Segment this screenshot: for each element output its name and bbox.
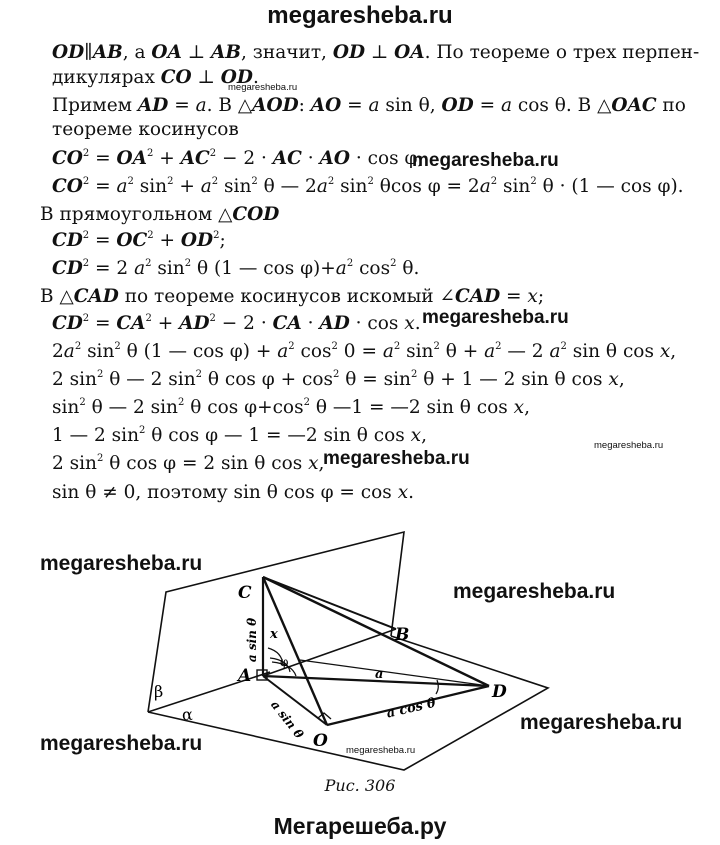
- text-line-13: 2 $\sin^2 \theta$ — 2 $\sin^2 \theta$ $\cos \varphi + \cos^2 \theta = \sin^2 \theta + 1$ — 2 sin θ cos x,: [52, 369, 625, 390]
- text-line-16: 2 $\sin^2 \theta$ cos φ = 2 sin θ cos x,: [52, 453, 325, 474]
- label-ao-length: a sin θ: [268, 697, 307, 742]
- label-alpha: α: [182, 705, 193, 724]
- text-line-17: sin θ ≠ 0, поэтому sin θ cos φ = cos x.: [52, 482, 415, 503]
- text-line-11: $CD^2 = CA^2 + AD^2 - 2$ · CA · AD · cos x.: [52, 313, 421, 334]
- text-line-9: $CD^2 = 2$ $a^2$ $\sin^2 \theta$ (1 — $\cos \varphi)+a^2$ $\cos^2 \theta$.: [52, 258, 420, 279]
- label-d: D: [492, 682, 507, 702]
- label-ac-length: a sin θ: [245, 617, 259, 663]
- watermark-fig-right-bottom: megaresheba.ru: [520, 711, 683, 734]
- text-line-7: В прямоугольном △COD: [40, 204, 280, 225]
- watermark-line16: megaresheba.ru: [323, 448, 470, 469]
- watermark-small-1: megaresheba.ru: [228, 82, 298, 93]
- text-line-3: Примем AD = a. В △AOD: AO = a sin θ, OD = a cos θ. В △OAC по: [52, 95, 686, 116]
- watermark-line11: megaresheba.ru: [422, 307, 569, 328]
- header-watermark: megaresheba.ru: [267, 2, 453, 29]
- text-line-2: дикулярах CO ⊥ OD.: [52, 67, 259, 88]
- text-line-12: $2a^2$ $\sin^2 \theta$ (1 — $\cos \varphi) + a^2$ $\cos^2 0 = a^2$ $\sin^2 \theta + a^2$ — 2 $a^2$ sin θ cos x,: [52, 341, 677, 362]
- label-b: B: [395, 625, 410, 645]
- watermark-fig-right-top: megaresheba.ru: [453, 580, 616, 603]
- text-line-5: $CO^2 = OA^2 + AC^2 - 2$ · AC · AO · cos φ;: [52, 148, 424, 169]
- text-line-4: теореме косинусов: [52, 119, 239, 140]
- label-beta: β: [154, 682, 164, 701]
- label-ad-length: a: [375, 667, 384, 682]
- text-line-14: $\sin^2 \theta$ — 2 $\sin^2 \theta$ $\cos \varphi+\cos^2$ θ —1 = —2 sin θ cos x,: [52, 397, 530, 418]
- watermark-small-2: megaresheba.ru: [594, 440, 664, 451]
- label-c: C: [238, 583, 252, 603]
- label-angle-phi: φ: [280, 655, 289, 669]
- text-line-15: 1 — 2 $\sin^2 \theta$ cos φ — 1 = —2 sin θ cos x,: [52, 425, 427, 446]
- footer-watermark: Мегарешеба.ру: [273, 813, 447, 839]
- label-o: O: [313, 731, 328, 751]
- figure-caption: Рис. 306: [324, 776, 396, 795]
- label-a: A: [238, 666, 252, 686]
- label-angle-x: x: [270, 627, 278, 642]
- label-od-length: a cos θ: [385, 695, 438, 722]
- watermark-fig-left-top: megaresheba.ru: [40, 552, 203, 575]
- watermark-fig-small: megaresheba.ru: [346, 745, 416, 756]
- watermark-line5: megaresheba.ru: [412, 150, 559, 171]
- arc-theta: [436, 680, 438, 694]
- text-line-6: $CO^2 = a^2$ $\sin^2 + a^2$ $\sin^2 \theta$ — $2a^2$ $\sin^2 \theta\cos$ $\varphi = 2a^2$ $\sin^2 \theta \cdot (1$ — cos φ).: [52, 176, 684, 197]
- watermark-fig-left-bottom: megaresheba.ru: [40, 732, 203, 755]
- plane-intersection-line: [148, 672, 270, 712]
- text-line-1: OD∥AB, а OA ⊥ AB, значит, OD ⊥ OA. По теореме о трех перпен-: [52, 42, 700, 63]
- text-line-8: $CD^2 = OC^2 + OD^2$;: [52, 230, 226, 251]
- text-line-10: В △CAD по теореме косинусов искомый ∠CAD = x;: [40, 286, 545, 307]
